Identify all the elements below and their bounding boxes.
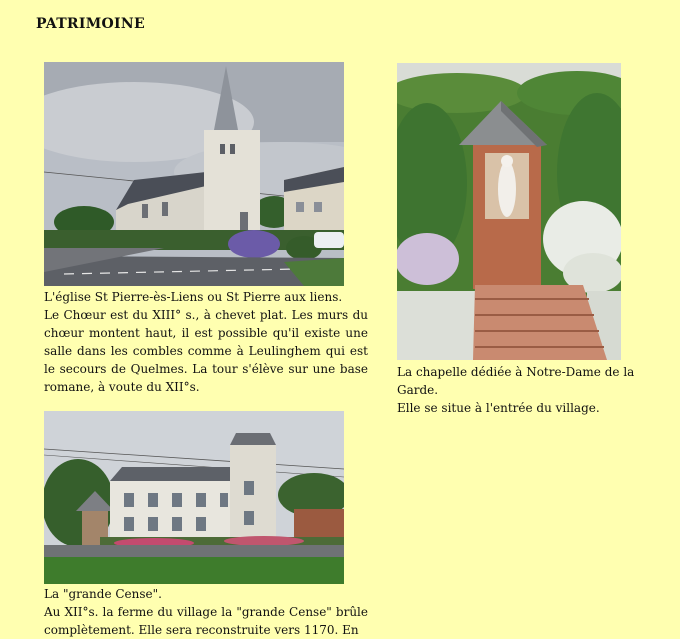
farm-caption [44,585,368,639]
farm-caption-body: Au XII°s. la ferme du village la "grande Cense" brûle complètement. Elle sera reconstruite vers 1170. En [44,605,368,637]
chapel-caption-line2: Elle se situe à l'entrée du village. [397,401,600,415]
church-caption [44,288,368,396]
farm-caption-title: La "grande Cense". [44,587,162,601]
chapel-caption [397,363,673,417]
chapel-caption-line1: La chapelle dédiée à Notre-Dame de la Garde. [397,365,635,397]
chapel-photo [397,63,621,360]
farm-photo [44,411,344,584]
church-caption-title: L'église St Pierre-ès-Liens ou St Pierre aux liens. [44,290,343,304]
church-photo [44,62,344,286]
page-title: PATRIMOINE [36,16,145,32]
church-caption-body: Le Chœur est du XIII° s., à chevet plat. Les murs du chœur montent haut, il est possible qu'il existe une salle dans les combles comme à Leulinghem qui est le secours de Quelmes. La tour s'élève sur une base romane, à voute du XII°s. [44,308,368,394]
